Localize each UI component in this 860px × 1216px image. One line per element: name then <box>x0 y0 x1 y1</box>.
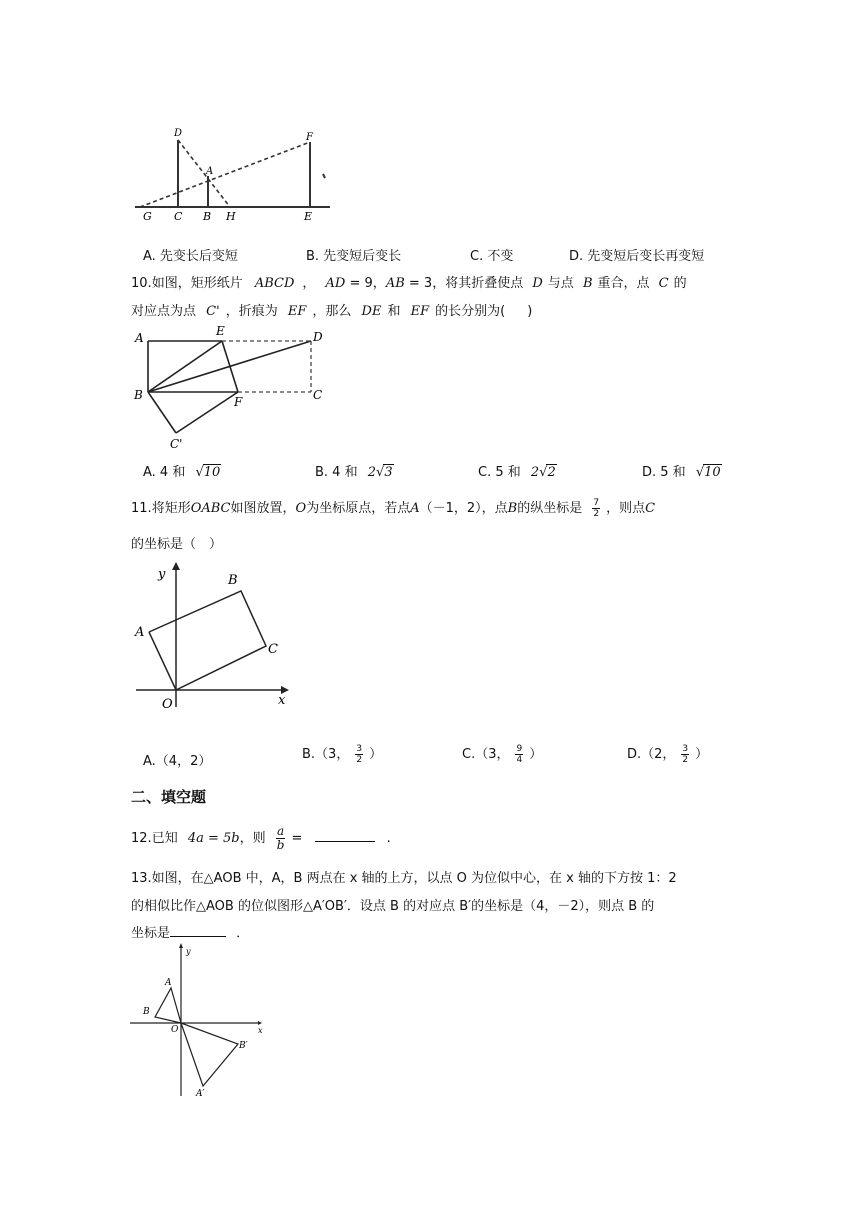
q11-option-c-text: ） <box>529 747 543 762</box>
fig9-label-f: F <box>306 132 313 143</box>
q11-option-c-text: C.（3， <box>462 747 510 762</box>
q10-rect-name: ABCD <box>254 276 295 291</box>
fig13-label-x: x <box>258 1026 263 1035</box>
coefficient: 2 <box>367 465 377 480</box>
fig13-label-bprime: B′ <box>239 1041 248 1051</box>
q9-figure <box>130 124 340 224</box>
x-axis-arrow-icon <box>258 1021 262 1025</box>
q10-text: 的长分别为( <box>435 304 506 319</box>
q11-text: （－1，2），点 <box>419 501 508 516</box>
fig10-label-a: A <box>135 331 144 345</box>
fig9-label-g: G <box>143 210 152 223</box>
q11-fraction <box>592 498 600 519</box>
fig13-label-aprime: A′ <box>196 1089 205 1098</box>
fig11-label-y: y <box>158 567 166 582</box>
q13-figure <box>128 942 268 1098</box>
q12-equals: = <box>291 831 303 846</box>
q10-text: 如图，矩形纸片 <box>151 276 243 291</box>
q10-text: 的 <box>673 276 687 291</box>
q10-text: ，折痕为 <box>225 304 278 319</box>
q12-text: 已知 <box>151 831 178 846</box>
fig9-label-a: A <box>206 166 214 177</box>
radicand: 2 <box>547 465 556 480</box>
q13-line3 <box>131 922 249 941</box>
denominator: 2 <box>356 755 363 765</box>
q13-line1: 13.如图，在△AOB 中，A，B 两点在 x 轴的上方，以点 O 为位似中心，在 x 轴的下方按 1：2 <box>131 871 677 886</box>
radicand: 3 <box>384 465 393 480</box>
fig11-label-c: C <box>268 642 278 657</box>
fig10-label-f: F <box>234 395 243 409</box>
radicand: 10 <box>203 465 221 480</box>
fig13-label-y: y <box>186 947 191 956</box>
q11-option-a[interactable]: A.（4，2） <box>143 754 212 769</box>
sqrt-icon: √ <box>539 465 548 480</box>
q10-text: 和 <box>387 304 401 319</box>
q10-text: 对应点为点 <box>131 304 197 319</box>
q10-text: ) <box>527 304 533 319</box>
denominator: 2 <box>682 755 689 765</box>
q11-option-d-fraction <box>681 744 689 765</box>
sqrt-icon: √ <box>376 465 385 480</box>
q10-ab-value: = 3 <box>408 276 433 291</box>
fig11-label-b: B <box>228 573 238 588</box>
q11-text: 将矩形 <box>151 501 191 516</box>
q10-text: 重合，点 <box>597 276 650 291</box>
q11-number: 11. <box>131 501 152 516</box>
q10-option-a[interactable] <box>143 461 221 480</box>
q12-fraction <box>276 825 286 852</box>
q10-option-b[interactable] <box>315 461 394 480</box>
denominator: 4 <box>516 755 523 765</box>
denominator: 2 <box>593 509 600 519</box>
fig10-label-b: B <box>134 388 143 402</box>
q11-text: 的纵坐标是 <box>517 501 583 516</box>
fig10-label-cprime: C' <box>170 437 183 451</box>
numerator: 9 <box>516 744 523 754</box>
q9-option-c[interactable]: C. 不变 <box>470 249 514 264</box>
coefficient: 2 <box>530 465 540 480</box>
q12-number: 12. <box>131 831 152 846</box>
q10-option-c-sqrt <box>531 465 557 480</box>
fig9-label-d: D <box>174 128 183 139</box>
q10-option-c-prefix: C. 5 和 <box>478 465 521 480</box>
q10-point-d: D <box>532 276 543 291</box>
q11-option-b-text: B.（3， <box>302 747 350 762</box>
fig13-label-o: O <box>171 1025 179 1035</box>
sqrt-icon: √ <box>695 465 705 480</box>
numerator: 3 <box>356 744 363 754</box>
fig11-label-o: O <box>162 697 173 712</box>
fig9-label-h: H <box>226 210 236 223</box>
fig10-label-e: E <box>216 324 225 338</box>
q10-option-b-sqrt <box>368 465 394 480</box>
q11-point-c: C <box>645 501 656 516</box>
q12-expression: 4a = 5b <box>187 831 240 846</box>
q10-ad-value: = 9 <box>349 276 373 291</box>
q10-point-b: B <box>582 276 593 291</box>
fig9-label-c: C <box>174 210 183 223</box>
q9-option-b[interactable]: B. 先变短后变长 <box>306 249 402 264</box>
q11-option-d-text: ） <box>695 747 709 762</box>
fig9-label-e: E <box>304 210 313 223</box>
radicand: 10 <box>704 465 721 480</box>
q11-line2: 的坐标是（ ） <box>131 537 223 552</box>
q11-line1 <box>131 497 655 519</box>
q11-option-b-fraction <box>355 744 363 765</box>
q13-line2: 的相似比作△AOB 的位似图形△A′OB′．设点 B 的对应点 B′的坐标是（4，－2），则点 B 的 <box>131 899 655 914</box>
q10-option-b-prefix: B. 4 和 <box>315 465 358 480</box>
y-axis-arrow-icon <box>172 562 180 570</box>
q10-ab: AB <box>385 276 405 291</box>
fig13-label-b: B <box>143 1007 150 1017</box>
q10-point-c: C <box>658 276 669 291</box>
q10-ef: EF <box>410 304 430 319</box>
fig10-label-c: C <box>313 388 323 402</box>
q11-option-d-text: D.（2， <box>627 747 676 762</box>
q10-option-d[interactable] <box>642 461 722 480</box>
q12-text: . <box>386 831 391 846</box>
q11-option-c[interactable] <box>462 743 542 765</box>
q12-answer-blank[interactable] <box>315 829 375 842</box>
q11-text: 如图放置， <box>230 501 296 516</box>
q10-ad: AD <box>325 276 346 291</box>
fig10-label-d: D <box>313 330 323 344</box>
q10-figure <box>128 322 338 457</box>
q11-option-b[interactable] <box>302 743 382 765</box>
fig11-label-x: x <box>278 693 286 708</box>
q10-point-cprime: C' <box>206 304 220 319</box>
q10-number: 10. <box>131 276 152 291</box>
q11-option-b-text: ） <box>369 747 383 762</box>
q13-answer-blank[interactable] <box>170 924 226 937</box>
q12-line <box>131 825 391 852</box>
q11-text: ，则点 <box>606 501 646 516</box>
q11-option-c-fraction <box>515 744 523 765</box>
q9-option-a[interactable]: A. 先变长后变短 <box>143 249 238 264</box>
y-axis-arrow-icon <box>179 943 183 948</box>
q10-de: DE <box>361 304 382 319</box>
sqrt-icon: √ <box>195 465 204 480</box>
denominator: b <box>276 838 285 852</box>
q11-point-b: B <box>507 501 518 516</box>
q10-text: ，那么 <box>312 304 352 319</box>
q11-text: 为坐标原点，若点 <box>306 501 411 516</box>
q10-option-c[interactable] <box>478 461 557 480</box>
q11-origin: O <box>295 501 307 516</box>
q10-text: ，将其折叠使点 <box>432 276 524 291</box>
q10-line1: 10.如图，矩形纸片 ABCD ， AD = 9，AB = 3，将其折叠使点 D 与点 B 重合，点 C 的 <box>131 276 687 291</box>
fig11-label-a: A <box>135 625 145 640</box>
numerator: 3 <box>682 744 689 754</box>
section-title: 二、填空题 <box>131 788 207 806</box>
q10-option-a-prefix: A. 4 和 <box>143 465 186 480</box>
q11-figure <box>126 562 296 712</box>
q10-line2 <box>131 300 532 319</box>
q11-option-d[interactable] <box>627 743 708 765</box>
q11-point-a: A <box>410 501 420 516</box>
q10-option-d-sqrt <box>696 465 722 480</box>
q10-crease-ef: EF <box>287 304 307 319</box>
q10-option-d-prefix: D. 5 和 <box>642 465 686 480</box>
q13-text: ． <box>236 926 250 941</box>
numerator: a <box>277 824 285 838</box>
q11-rect-name: OABC <box>190 501 231 516</box>
numerator: 7 <box>593 498 600 508</box>
q12-text: ，则 <box>239 831 266 846</box>
q10-option-a-sqrt <box>195 465 221 480</box>
fig9-label-b: B <box>203 210 212 223</box>
q13-text: 坐标是 <box>131 926 171 941</box>
fig13-label-a: A <box>165 978 172 988</box>
q10-text: 与点 <box>547 276 574 291</box>
q9-option-d[interactable]: D. 先变短后变长再变短 <box>569 249 705 264</box>
